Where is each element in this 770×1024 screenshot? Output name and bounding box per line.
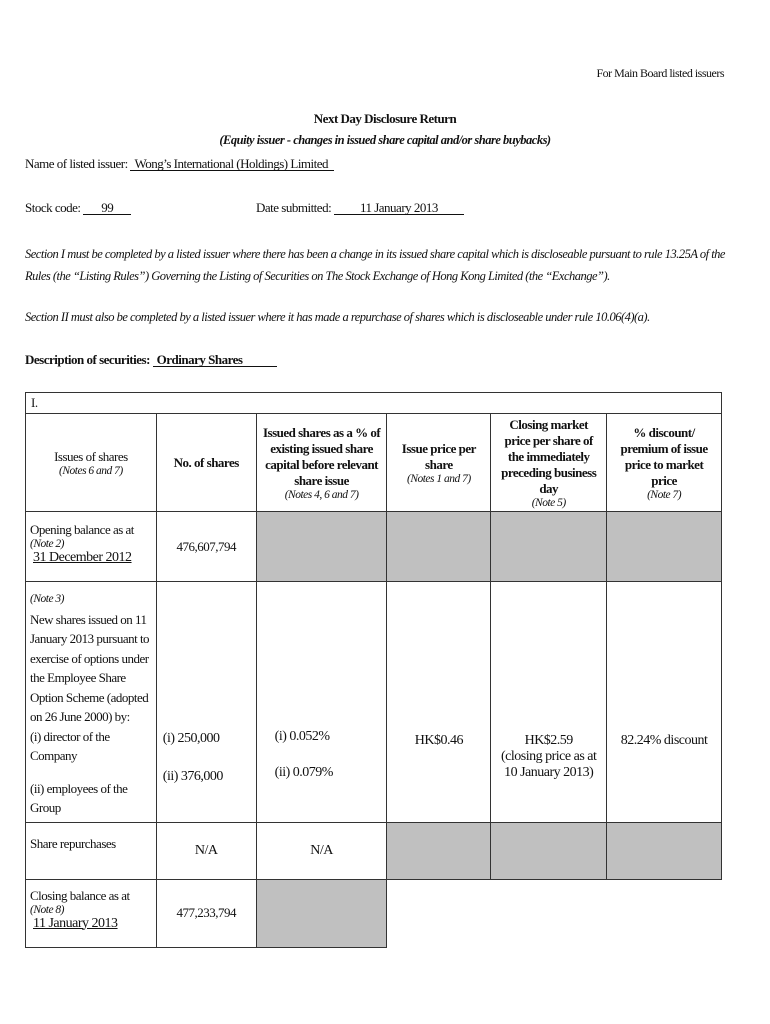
- closing-balance-row: [26, 879, 722, 947]
- closing-balance-label: Closing balance as at: [30, 887, 130, 903]
- securities-value: Ordinary Shares: [153, 353, 277, 367]
- issuer-name-label: Name of listed issuer:: [25, 156, 128, 171]
- opening-balance-date: 31 December 2012: [33, 550, 132, 565]
- header-discount-premium: % discount/ premium of issue price to market price (Note 7): [607, 414, 722, 512]
- page-subtitle: (Equity issuer - changes in issued share capital and/or share buybacks): [219, 133, 551, 147]
- header-issued-pct: Issued shares as a % of existing issued share capital before relevant share issue (Notes 4, 6 and 7): [256, 414, 387, 512]
- new-shares-description: New shares issued on 11 January 2013 pursuant to exercise of options under the Employee Share Option Scheme (adopted on 26 June 2000) by:: [30, 611, 150, 724]
- employee-shares: (ii) 376,000: [162, 769, 223, 784]
- page-title: Next Day Disclosure Return: [313, 111, 457, 126]
- table-header-row: [26, 414, 722, 512]
- opening-balance-label: Opening balance as at: [30, 522, 134, 537]
- share-capital-table: [25, 392, 722, 948]
- repurchase-pct: N/A: [256, 822, 387, 879]
- discount-cell: [607, 582, 722, 823]
- market-price-cell: [491, 582, 607, 823]
- new-shares-count-cell: [156, 582, 256, 823]
- date-submitted-label: Date submitted:: [256, 200, 332, 215]
- director-shares: (i) 250,000: [162, 731, 220, 746]
- employees-label: (ii) employees of the Group: [30, 780, 128, 815]
- issuer-name-row: [25, 156, 334, 172]
- director-label: (i) director of the Company: [30, 728, 110, 763]
- new-shares-label-cell: [26, 582, 157, 823]
- section-2-instructions: Section II must also be completed by a listed issuer where it has made a repurchase of shares which is discloseable under rule 10.06(4)(a).: [25, 310, 650, 324]
- header-closing-market-price: Closing market price per share of the immediately preceding business day (Note 5): [491, 414, 607, 512]
- stock-code-value: 99: [83, 201, 131, 215]
- securities-label: Description of securities:: [25, 352, 150, 367]
- employee-pct: (ii) 0.079%: [274, 765, 333, 780]
- board-note: For Main Board listed issuers: [596, 66, 724, 80]
- share-repurchases-label-cell: [26, 822, 157, 879]
- new-shares-row: [26, 582, 722, 823]
- header-issue-price: Issue price per share (Notes 1 and 7): [387, 414, 491, 512]
- date-submitted-row: [256, 200, 464, 216]
- closing-balance-label-cell: [26, 879, 157, 947]
- issuer-name-value: Wong’s International (Holdings) Limited: [130, 157, 334, 171]
- issue-price-cell: [387, 582, 491, 823]
- stock-code-label: Stock code:: [25, 200, 81, 215]
- discount-value: 82.24% discount: [620, 733, 708, 748]
- issue-price-value: HK$0.46: [414, 733, 463, 748]
- closing-balance-date: 11 January 2013: [33, 915, 118, 931]
- date-submitted-value: 11 January 2013: [334, 201, 464, 215]
- share-repurchases-row: [26, 822, 722, 879]
- market-price-value: HK$2.59: [524, 733, 573, 748]
- securities-description: [25, 352, 277, 368]
- director-pct: (i) 0.052%: [274, 729, 330, 744]
- share-repurchases-label: Share repurchases: [30, 835, 116, 851]
- header-no-of-shares: No. of shares: [156, 414, 256, 512]
- opening-balance-shares: 476,607,794: [156, 512, 256, 582]
- stock-code-row: [25, 200, 131, 216]
- new-shares-note: (Note 3): [30, 593, 65, 605]
- header-issues-of-shares: Issues of shares (Notes 6 and 7): [26, 414, 157, 512]
- section-1-instructions: Section I must be completed by a listed issuer where there has been a change in its issued share capital which is discloseable pursuant to rule 13.25A of the Rules (the “Listing Rules”) Governing the Listing of Securities on The Stock Exchange of Hong Kong Limited (the “Exchange”).: [25, 247, 725, 283]
- repurchase-shares: N/A: [156, 822, 256, 879]
- opening-balance-label-cell: [26, 512, 157, 582]
- closing-balance-shares: 477,233,794: [156, 879, 256, 947]
- closing-balance-note: (Note 8): [30, 903, 65, 916]
- opening-balance-row: [26, 512, 722, 582]
- new-shares-pct-cell: [256, 582, 387, 823]
- section-i-label: I.: [26, 393, 722, 414]
- opening-balance-note: (Note 2): [30, 538, 65, 550]
- market-price-note: (closing price as at 10 January 2013): [501, 749, 597, 780]
